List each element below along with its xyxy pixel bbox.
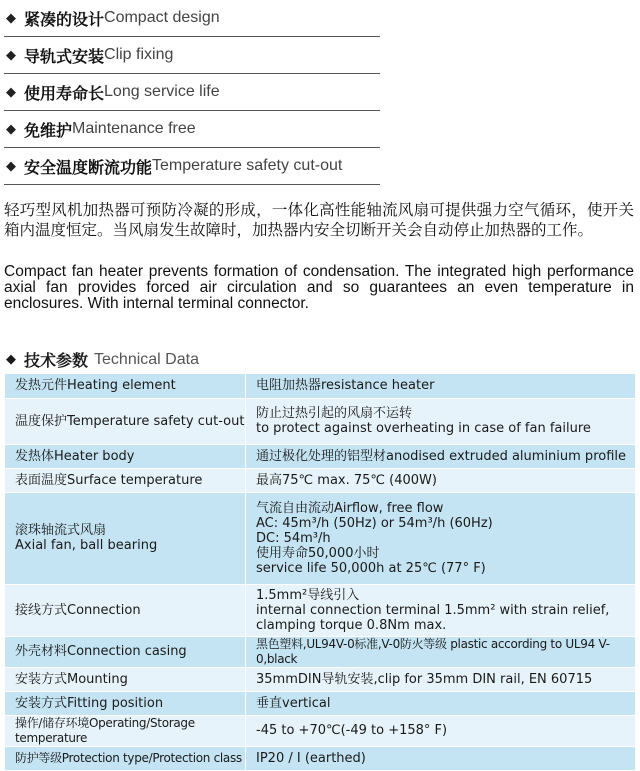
feature-label-en: Temperature safety cut-out: [152, 157, 343, 174]
value-line: -45 to +70℃(-49 to +158° F): [256, 723, 448, 738]
value-line: to protect against overheating in case of fan failure: [256, 421, 591, 436]
feature-label-cn: 免维护: [24, 120, 73, 140]
feature-label-cn: 导轨式安装: [24, 46, 105, 66]
table-row: [5, 691, 635, 715]
value-line: service life 50,000h at 25℃ (77° F): [256, 560, 486, 576]
diamond-bullet-icon: ◆: [6, 352, 16, 367]
row-label: 外壳材料Connection casing: [5, 636, 246, 667]
value-line: 使用寿命50,000小时: [256, 545, 380, 561]
row-value: [246, 746, 636, 770]
diamond-bullet-icon: ◆: [6, 10, 16, 26]
row-label: 接线方式Connection: [5, 584, 246, 636]
row-value: [246, 468, 636, 492]
feature-item-maintenance-free: [4, 111, 380, 148]
section-title-en: Technical Data: [94, 350, 199, 368]
feature-label-en: Maintenance free: [72, 120, 196, 137]
row-label: 表面温度Surface temperature: [5, 468, 246, 492]
value-line: 通过极化处理的铝型材anodised extruded aluminium profile: [256, 448, 626, 464]
row-label: 温度保护Temperature safety cut-out: [5, 398, 246, 444]
feature-item-long-service-life: [4, 74, 380, 111]
feature-label-en: Clip fixing: [104, 46, 174, 63]
section-title-technical-data: [4, 348, 199, 371]
value-line: 气流自由流动Airflow, free flow: [256, 500, 444, 516]
diamond-bullet-icon: ◆: [6, 84, 16, 100]
value-line: 电阻加热器resistance heater: [256, 378, 435, 394]
section-title-cn: 技术参数: [24, 351, 89, 370]
table-row: [5, 468, 635, 492]
value-line: DC: 54m³/h: [256, 530, 331, 546]
value-line: AC: 45m³/h (50Hz) or 54m³/h (60Hz): [256, 515, 493, 531]
table-row: [5, 492, 635, 584]
row-value: [246, 374, 636, 398]
row-value: [246, 636, 636, 667]
feature-item-compact-design: [4, 0, 380, 37]
row-label: 滚珠轴流式风扇 Axial fan, ball bearing: [5, 492, 246, 584]
table-row: [5, 398, 635, 444]
value-line: 最高75℃ max. 75℃ (400W): [256, 472, 437, 488]
table-row: [5, 444, 635, 468]
description-english: Compact fan heater prevents formation of condensation. The integrated high performance axial fan provides forced air circulation and so guarantees an even temperature in enclosures. With internal terminal connector.: [4, 263, 634, 312]
row-value: [246, 715, 636, 746]
row-label: 发热体Heater body: [5, 444, 246, 468]
value-line: internal connection terminal 1.5mm² with strain relief,: [256, 602, 610, 618]
value-line: IP20 / I (earthed): [256, 750, 366, 766]
row-label: 防护等级Protection type/Protection class: [5, 746, 246, 770]
table-row: [5, 636, 635, 667]
value-line: 垂直vertical: [256, 695, 331, 711]
row-label: 操作/储存环境Operating/Storage temperature: [5, 715, 246, 746]
feature-label-en: Long service life: [104, 83, 220, 100]
feature-label-cn: 使用寿命长: [24, 83, 105, 103]
feature-item-clip-fixing: [4, 37, 380, 74]
row-value: [246, 398, 636, 444]
table-row: [5, 715, 635, 746]
table-row: [5, 584, 635, 636]
feature-item-temperature-cut-out: [4, 148, 380, 185]
value-line: 黑色塑料,UL94V-0标准,V-0防火等级 plastic according to UL94 V-0,black: [256, 636, 610, 666]
row-value: [246, 492, 636, 584]
value-line: 1.5mm²导线引入: [256, 587, 360, 603]
row-label: 发热元件Heating element: [5, 374, 246, 398]
diamond-bullet-icon: ◆: [6, 158, 16, 174]
table-row: [5, 746, 635, 770]
feature-label-en: Compact design: [104, 9, 220, 26]
row-value: [246, 584, 636, 636]
row-value: [246, 667, 636, 691]
value-line: clamping torque 0.8Nm max.: [256, 617, 447, 633]
diamond-bullet-icon: ◆: [6, 47, 16, 63]
description-chinese: 轻巧型风机加热器可预防冷凝的形成，一体化高性能轴流风扇可提供强力空气循环，使开关箱内温度恒定。当风扇发生故障时，加热器内安全切断开关会自动停止加热器的工作。: [4, 201, 634, 239]
feature-label-cn: 安全温度断流功能: [24, 157, 153, 177]
row-value: [246, 691, 636, 715]
row-label: 安装方式Mounting: [5, 667, 246, 691]
value-line: 防止过热引起的风扇不运转: [256, 406, 413, 421]
row-value: [246, 444, 636, 468]
value-line: 35mmDIN导轨安装,clip for 35mm DIN rail, EN 60715: [256, 671, 593, 687]
diamond-bullet-icon: ◆: [6, 121, 16, 137]
table-row: [5, 667, 635, 691]
row-label: 安装方式Fitting position: [5, 691, 246, 715]
technical-data-table: [5, 374, 635, 771]
feature-label-cn: 紧凑的设计: [24, 9, 105, 29]
table-row: [5, 374, 635, 398]
